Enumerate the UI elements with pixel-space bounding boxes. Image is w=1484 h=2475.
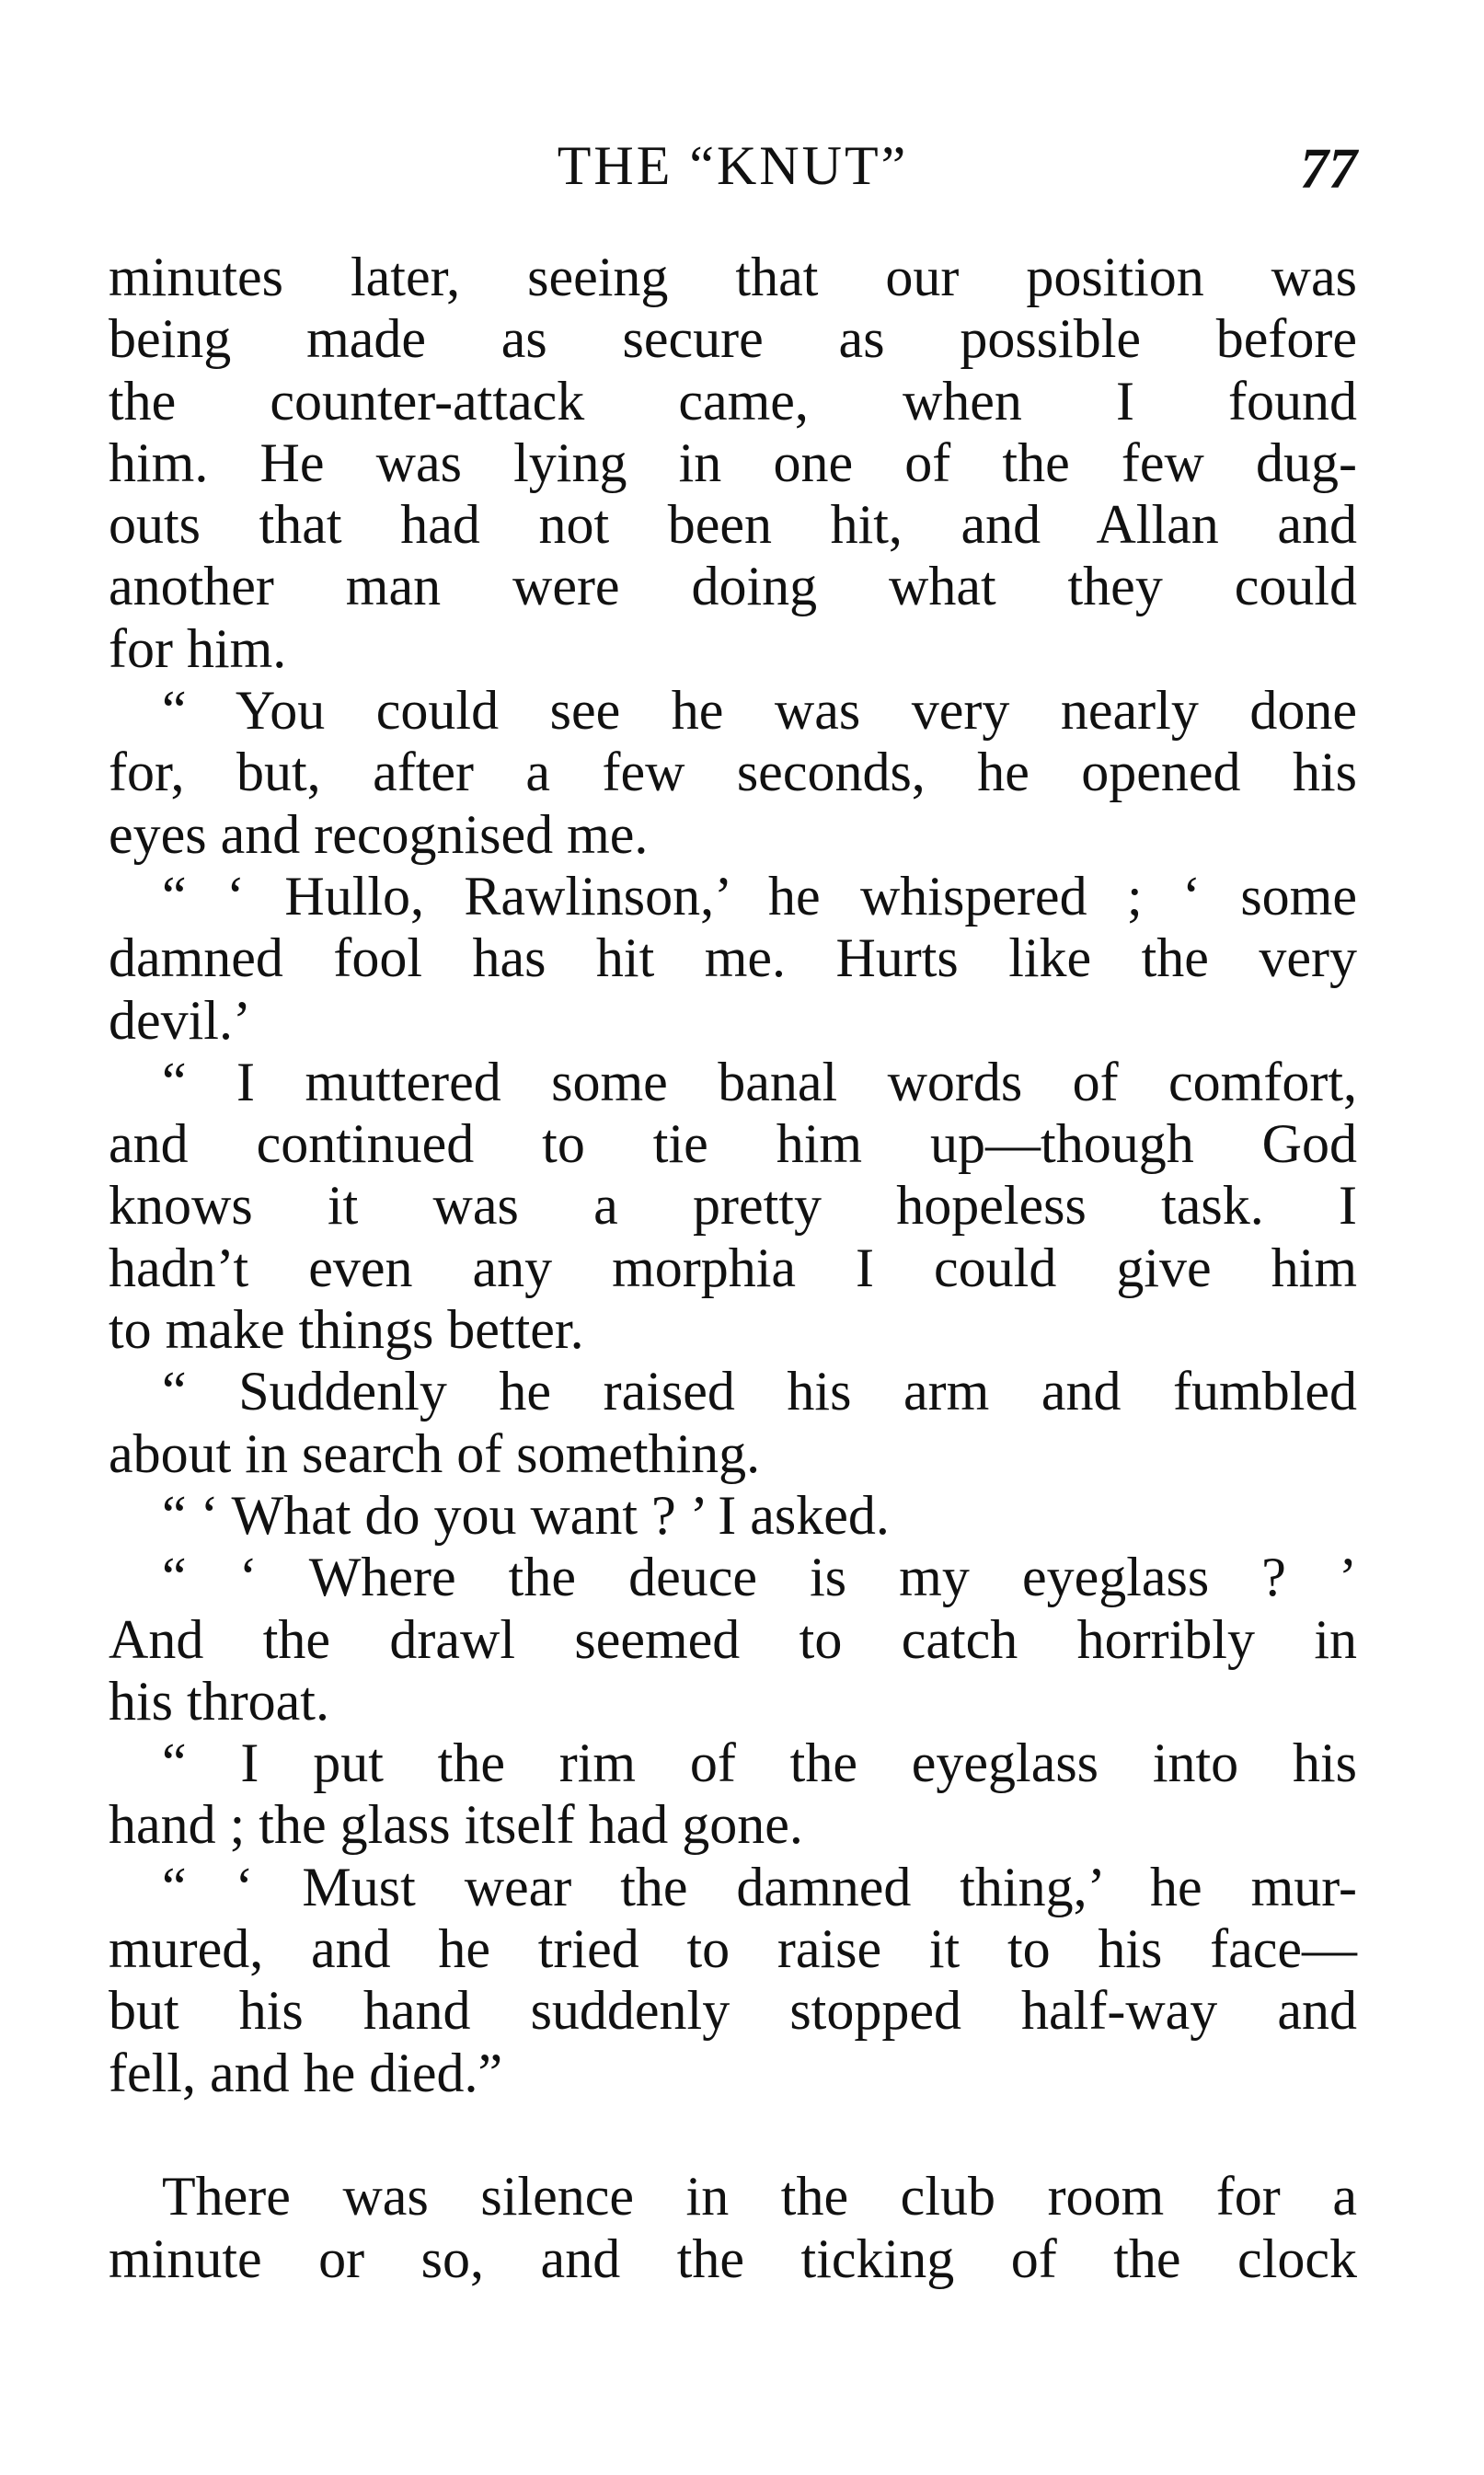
text-line: “ Suddenly he raised his arm and fumbled — [162, 1361, 1357, 1422]
text-line: “ ‘ Hullo, Rawlinson,’ he whispered ; ‘ some — [162, 865, 1357, 927]
text-line: his throat. — [109, 1670, 329, 1732]
text-line: mured, and he tried to raise it to his face— — [109, 1918, 1357, 1980]
text-line: being made as secure as possible before — [109, 308, 1357, 370]
text-line: devil.’ — [109, 989, 251, 1051]
text-line: another man were doing what they could — [109, 556, 1357, 617]
text-line: fell, and he died.” — [109, 2042, 503, 2103]
text-line: the counter-attack came, when I found — [109, 370, 1357, 432]
body-text — [109, 247, 1357, 2290]
text-line: outs that had not been hit, and Allan and — [109, 494, 1357, 556]
text-line: but his hand suddenly stopped half-way and — [109, 1980, 1357, 2042]
text-line: And the drawl seemed to catch horribly in — [109, 1608, 1357, 1670]
paragraph-gap — [109, 2104, 1357, 2166]
text-line: “ ‘ What do you want ? ’ I asked. — [162, 1484, 890, 1546]
text-line: minute or so, and the ticking of the clock — [109, 2228, 1357, 2289]
text-line: damned fool has hit me. Hurts like the very — [109, 927, 1357, 989]
text-line: minutes later, seeing that our position was — [109, 247, 1357, 307]
page-number: 77 — [1300, 138, 1357, 201]
text-line: and continued to tie him up—though God — [109, 1113, 1357, 1175]
text-line: to make things better. — [109, 1299, 584, 1361]
text-line: There was silence in the club room for a — [162, 2166, 1357, 2228]
text-line: knows it was a pretty hopeless task. I — [109, 1175, 1357, 1237]
text-line: “ ‘ Where the deuce is my eyeglass ? ’ — [162, 1547, 1357, 1608]
running-head — [109, 127, 1357, 204]
text-line: him. He was lying in one of the few dug- — [109, 432, 1357, 493]
text-line: about in search of something. — [109, 1422, 761, 1484]
text-line: eyes and recognised me. — [109, 803, 649, 865]
running-title: THE “KNUT” — [557, 135, 909, 196]
text-line: “ ‘ Must wear the damned thing,’ he mur- — [162, 1856, 1357, 1917]
text-line: for him. — [109, 617, 287, 679]
text-line: “ You could see he was very nearly done — [162, 680, 1357, 742]
text-line: hadn’t even any morphia I could give him — [109, 1237, 1357, 1298]
text-line: “ I muttered some banal words of comfort, — [162, 1051, 1357, 1112]
text-line: “ I put the rim of the eyeglass into his — [162, 1732, 1357, 1794]
text-line: hand ; the glass itself had gone. — [109, 1794, 803, 1856]
text-line: for, but, after a few seconds, he opened his — [109, 742, 1357, 803]
